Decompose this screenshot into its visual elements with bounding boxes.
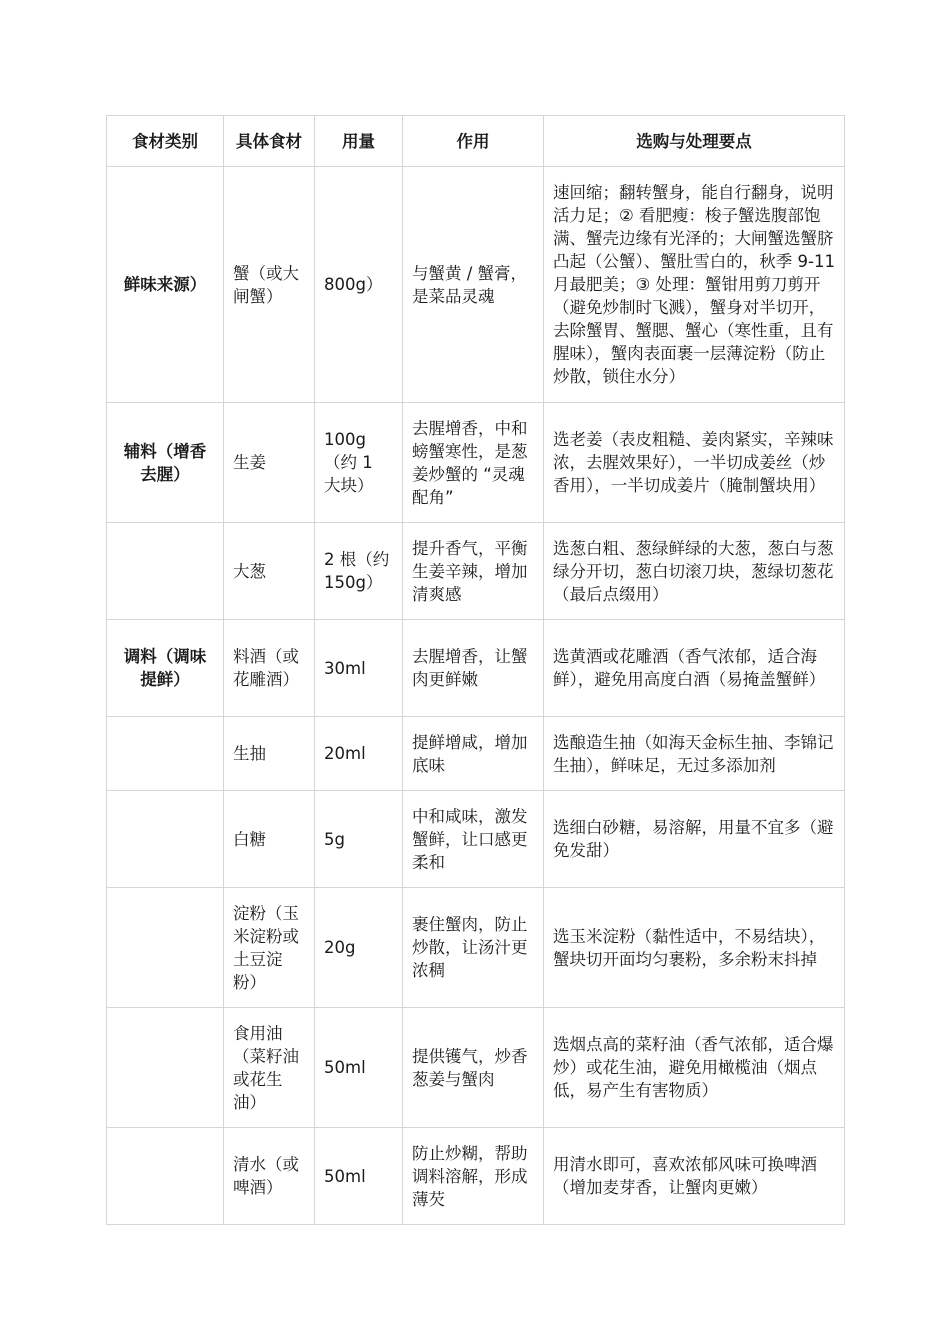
table-row (107, 620, 845, 717)
header-ingredient: 具体食材 (224, 116, 315, 167)
amount-cell: 20ml (315, 717, 403, 791)
category-cell: 调料（调味提鲜） (107, 620, 224, 717)
ingredient-cell: 大葱 (224, 523, 315, 620)
ingredient-cell: 生抽 (224, 717, 315, 791)
category-cell: 辅料（增香去腥） (107, 403, 224, 523)
table-row (107, 403, 845, 523)
amount-cell: 2 根（约 150g） (315, 523, 403, 620)
document-page (106, 115, 844, 1225)
category-cell: 鲜味来源） (107, 167, 224, 403)
amount-cell: 30ml (315, 620, 403, 717)
role-cell: 与蟹黄 / 蟹膏，是菜品灵魂 (403, 167, 544, 403)
amount-cell: 100g （约 1 大块） (315, 403, 403, 523)
tips-cell: 速回缩；翻转蟹身，能自行翻身，说明活力足；② 看肥瘦：梭子蟹选腹部饱满、蟹壳边缘有光泽的；大闸蟹选蟹脐凸起（公蟹）、蟹肚雪白的，秋季 9-11 月最肥美；③ 处理：蟹钳用剪刀剪开（避免炒制时飞溅），蟹身对半切开，去除蟹胃、蟹腮、蟹心（寒性重，且有腥味），蟹肉表面裹一层薄淀粉（防止炒散，锁住水分） (544, 167, 845, 403)
amount-cell: 5g (315, 791, 403, 888)
tips-cell: 用清水即可，喜欢浓郁风味可换啤酒（增加麦芽香，让蟹肉更嫩） (544, 1128, 845, 1225)
tips-cell: 选酿造生抽（如海天金标生抽、李锦记生抽），鲜味足，无过多添加剂 (544, 717, 845, 791)
tips-cell: 选黄酒或花雕酒（香气浓郁，适合海鲜），避免用高度白酒（易掩盖蟹鲜） (544, 620, 845, 717)
table-row (107, 888, 845, 1008)
tips-cell: 选玉米淀粉（黏性适中，不易结块），蟹块切开面均匀裹粉，多余粉末抖掉 (544, 888, 845, 1008)
amount-cell: 50ml (315, 1128, 403, 1225)
table-row (107, 791, 845, 888)
table-row (107, 717, 845, 791)
table-header-row (107, 116, 845, 167)
amount-cell: 50ml (315, 1008, 403, 1128)
tips-cell: 选葱白粗、葱绿鲜绿的大葱，葱白与葱绿分开切，葱白切滚刀块，葱绿切葱花（最后点缀用） (544, 523, 845, 620)
category-cell (107, 1008, 224, 1128)
role-cell: 裹住蟹肉，防止炒散，让汤汁更浓稠 (403, 888, 544, 1008)
ingredients-table (106, 115, 845, 1225)
header-role: 作用 (403, 116, 544, 167)
header-category: 食材类别 (107, 116, 224, 167)
role-cell: 去腥增香，让蟹肉更鲜嫩 (403, 620, 544, 717)
role-cell: 中和咸味，激发蟹鲜，让口感更柔和 (403, 791, 544, 888)
role-cell: 防止炒糊，帮助调料溶解，形成薄芡 (403, 1128, 544, 1225)
ingredient-cell: 食用油（菜籽油或花生油） (224, 1008, 315, 1128)
category-cell (107, 1128, 224, 1225)
tips-cell: 选细白砂糖，易溶解，用量不宜多（避免发甜） (544, 791, 845, 888)
tips-cell: 选烟点高的菜籽油（香气浓郁，适合爆炒）或花生油，避免用橄榄油（烟点低，易产生有害物质） (544, 1008, 845, 1128)
ingredient-cell: 淀粉（玉米淀粉或土豆淀粉） (224, 888, 315, 1008)
role-cell: 去腥增香，中和螃蟹寒性，是葱姜炒蟹的 “灵魂配角” (403, 403, 544, 523)
role-cell: 提升香气，平衡生姜辛辣，增加清爽感 (403, 523, 544, 620)
category-cell (107, 791, 224, 888)
ingredient-cell: 蟹（或大闸蟹） (224, 167, 315, 403)
tips-cell: 选老姜（表皮粗糙、姜肉紧实，辛辣味浓，去腥效果好），一半切成姜丝（炒香用），一半切成姜片（腌制蟹块用） (544, 403, 845, 523)
category-cell (107, 523, 224, 620)
amount-cell: 800g） (315, 167, 403, 403)
ingredient-cell: 料酒（或花雕酒） (224, 620, 315, 717)
header-amount: 用量 (315, 116, 403, 167)
table-row (107, 1008, 845, 1128)
ingredient-cell: 生姜 (224, 403, 315, 523)
category-cell (107, 717, 224, 791)
category-cell (107, 888, 224, 1008)
table-row (107, 523, 845, 620)
header-tips: 选购与处理要点 (544, 116, 845, 167)
ingredient-cell: 白糖 (224, 791, 315, 888)
role-cell: 提鲜增咸，增加底味 (403, 717, 544, 791)
table-row (107, 167, 845, 403)
role-cell: 提供镬气，炒香葱姜与蟹肉 (403, 1008, 544, 1128)
ingredient-cell: 清水（或啤酒） (224, 1128, 315, 1225)
table-row (107, 1128, 845, 1225)
amount-cell: 20g (315, 888, 403, 1008)
